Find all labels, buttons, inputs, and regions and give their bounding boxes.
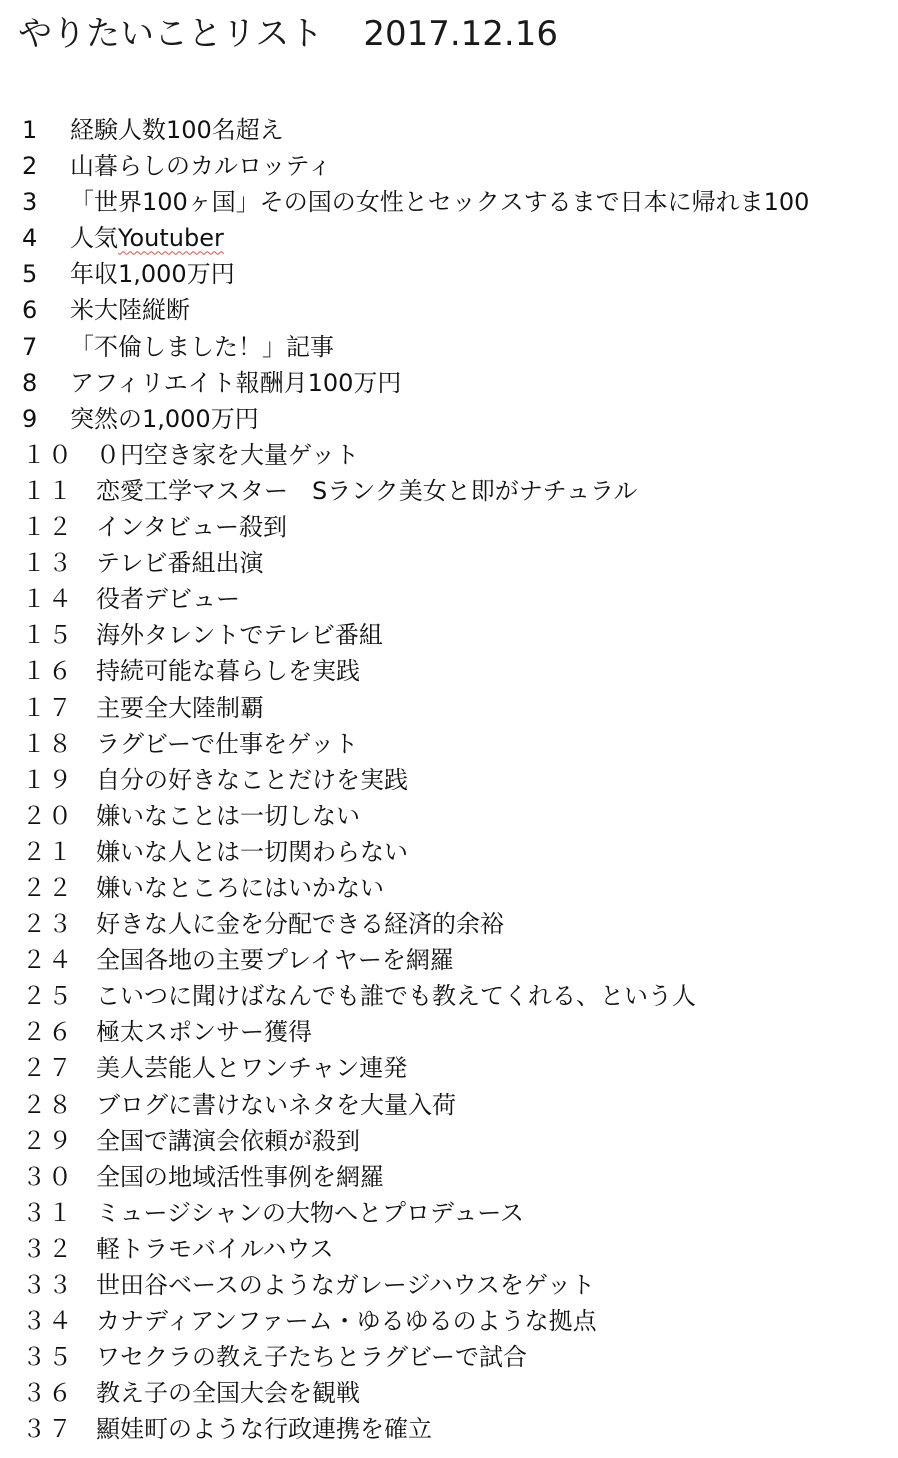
item-text-main: 持続可能な暮らしを実践 (96, 657, 360, 686)
item-text (96, 1303, 597, 1339)
item-number: ２９ (22, 1126, 74, 1155)
item-number: １４ (22, 585, 74, 614)
item-number: ３５ (22, 1343, 74, 1372)
item-number: ３２ (22, 1234, 74, 1263)
item-text-main: 嫌いなことは一切しない (96, 801, 360, 830)
list-item (22, 112, 809, 148)
item-text (96, 834, 408, 870)
item-text-spellcheck: Youtuber (118, 224, 224, 253)
item-number: ３１ (22, 1198, 74, 1227)
list-item (22, 1231, 809, 1267)
item-text (70, 220, 224, 256)
list-item (22, 1195, 809, 1231)
item-text (96, 437, 359, 473)
list-item (22, 1303, 809, 1339)
item-number: 7 (22, 332, 40, 361)
item-number: １８ (22, 729, 74, 758)
list-item (22, 148, 809, 184)
list-item (22, 292, 809, 328)
item-text-main: 役者デビュー (96, 585, 240, 614)
item-text (96, 1375, 360, 1411)
list-item (22, 762, 809, 798)
item-number: ２６ (22, 1018, 74, 1047)
list-item (22, 1267, 809, 1303)
list-item (22, 798, 809, 834)
item-text-main: 教え子の全国大会を観戦 (96, 1379, 360, 1408)
item-text (96, 690, 264, 726)
item-number: 6 (22, 296, 40, 325)
item-text (96, 762, 408, 798)
item-text-main: 全国で講演会依頼が殺到 (96, 1126, 360, 1155)
list-item (22, 1375, 809, 1411)
item-text (70, 112, 284, 148)
item-text (96, 509, 287, 545)
item-text (96, 1339, 527, 1375)
wish-list (22, 112, 809, 1447)
list-item (22, 401, 809, 437)
item-text-main: 海外タレントでテレビ番組 (96, 621, 383, 650)
item-text (96, 978, 696, 1014)
item-text-main: 全国各地の主要プレイヤーを網羅 (96, 946, 454, 975)
item-text (70, 292, 190, 328)
item-text (96, 1014, 312, 1050)
list-item (22, 256, 809, 292)
item-text (96, 1267, 595, 1303)
item-text-main: 世田谷ベースのようなガレージハウスをゲット (96, 1271, 595, 1299)
item-text-main: 突然の1,000万円 (70, 404, 259, 433)
item-text-main: 「世界100ヶ国」その国の女性とセックスするまで日本に帰れま100 (70, 188, 810, 217)
item-number: 4 (22, 224, 40, 253)
list-item (22, 1159, 809, 1195)
item-text (96, 653, 360, 689)
list-item (22, 365, 809, 401)
item-text-main: 年収1,000万円 (70, 260, 235, 289)
list-item (22, 1050, 809, 1086)
item-text-main: カナディアンファーム・ゆるゆるのような拠点 (96, 1307, 597, 1336)
item-text (96, 1231, 334, 1267)
item-text-main: 「不倫しました！」記事 (70, 332, 334, 361)
item-text-main: 人気 (70, 224, 118, 253)
item-text-main: 経験人数100名超え (70, 116, 284, 144)
item-number: ３３ (22, 1271, 74, 1299)
list-item (22, 617, 809, 653)
item-text (96, 1195, 524, 1231)
item-text-main: ミュージシャンの大物へとプロデュース (96, 1198, 525, 1227)
item-text (96, 906, 504, 942)
item-text (96, 870, 384, 906)
item-text (96, 473, 637, 509)
list-item (22, 942, 809, 978)
item-number: ２３ (22, 910, 74, 939)
list-item (22, 220, 809, 256)
item-text (96, 726, 358, 762)
item-number: 9 (22, 404, 40, 433)
item-number: ３４ (22, 1307, 74, 1336)
item-number: ２８ (22, 1090, 74, 1119)
item-number: １５ (22, 621, 74, 650)
title-date: 2017.12.16 (363, 14, 558, 54)
item-number: 2 (22, 152, 40, 181)
list-item (22, 870, 809, 906)
item-number: ３６ (22, 1379, 74, 1408)
item-number: ２１ (22, 837, 74, 866)
list-item (22, 834, 809, 870)
item-text (70, 365, 401, 401)
list-item (22, 726, 809, 762)
list-item (22, 509, 809, 545)
item-text-main: 軽トラモバイルハウス (96, 1234, 334, 1263)
item-text-main: ワセクラの教え子たちとラグビーで試合 (96, 1343, 528, 1372)
item-number: ２２ (22, 873, 74, 902)
list-item (22, 184, 809, 220)
item-text (70, 329, 334, 365)
item-number: １１ (22, 476, 74, 505)
item-text (96, 798, 360, 834)
item-number: １２ (22, 513, 74, 542)
item-text-main: ０円空き家を大量ゲット (96, 440, 360, 469)
list-item (22, 437, 809, 473)
item-text-main: アフィリエイト報酬月100万円 (70, 368, 402, 397)
item-text (96, 1123, 360, 1159)
item-text (96, 581, 240, 617)
item-number: １６ (22, 657, 74, 686)
item-number: １９ (22, 765, 74, 794)
list-item (22, 329, 809, 365)
list-item (22, 690, 809, 726)
item-number: 1 (22, 116, 40, 144)
item-text-main: 米大陸縦断 (70, 296, 190, 325)
list-item (22, 978, 809, 1014)
item-number: ３０ (22, 1162, 74, 1191)
item-number: 3 (22, 188, 40, 217)
item-text-main: 恋愛工学マスター Sランク美女と即がナチュラル (96, 476, 638, 505)
list-item (22, 473, 809, 509)
list-item (22, 653, 809, 689)
item-number: ３７ (22, 1415, 74, 1444)
item-text (96, 617, 383, 653)
item-text-main: ブログに書けないネタを大量入荷 (96, 1090, 456, 1119)
item-text (96, 1411, 432, 1447)
item-number: ２０ (22, 801, 74, 830)
list-item (22, 545, 809, 581)
item-text (96, 1159, 384, 1195)
item-number: ２４ (22, 946, 74, 975)
item-text-main: インタビュー殺到 (96, 513, 288, 542)
item-number: ２７ (22, 1054, 74, 1083)
item-number: 8 (22, 368, 40, 397)
list-item (22, 1014, 809, 1050)
item-text (70, 401, 259, 437)
item-number: １３ (22, 549, 74, 578)
item-text-main: 自分の好きなことだけを実践 (96, 765, 408, 794)
item-text-main: 極太スポンサー獲得 (96, 1018, 312, 1047)
list-item (22, 1411, 809, 1447)
list-item (22, 1087, 809, 1123)
list-item (22, 1339, 809, 1375)
item-text-main: 全国の地域活性事例を網羅 (96, 1162, 384, 1191)
item-text-main: テレビ番組出演 (96, 549, 264, 578)
item-number: ２５ (22, 982, 74, 1011)
item-text (96, 545, 264, 581)
item-text-main: ラグビーで仕事をゲット (96, 729, 359, 758)
list-item (22, 581, 809, 617)
item-text (70, 184, 809, 220)
item-text (70, 256, 235, 292)
item-text (70, 148, 332, 184)
item-number: １７ (22, 693, 74, 722)
list-item (22, 906, 809, 942)
item-text-main: こいつに聞けばなんでも誰でも教えてくれる、という人 (96, 982, 696, 1011)
item-text-main: 山暮らしのカルロッティ (70, 152, 332, 181)
item-number: １０ (22, 440, 74, 469)
document-title (18, 14, 558, 54)
item-text-main: 好きな人に金を分配できる経済的余裕 (96, 910, 504, 939)
item-text-main: 美人芸能人とワンチャン連発 (96, 1054, 408, 1083)
item-text (96, 1050, 407, 1086)
item-number: 5 (22, 260, 40, 289)
item-text (96, 942, 454, 978)
list-item (22, 1123, 809, 1159)
title-text: やりたいことリスト (18, 14, 324, 54)
item-text-main: 顯娃町のような行政連携を確立 (96, 1415, 432, 1444)
item-text (96, 1087, 456, 1123)
item-text-main: 主要全大陸制覇 (96, 693, 264, 722)
item-text-main: 嫌いな人とは一切関わらない (96, 837, 408, 866)
item-text-main: 嫌いなところにはいかない (96, 873, 384, 902)
